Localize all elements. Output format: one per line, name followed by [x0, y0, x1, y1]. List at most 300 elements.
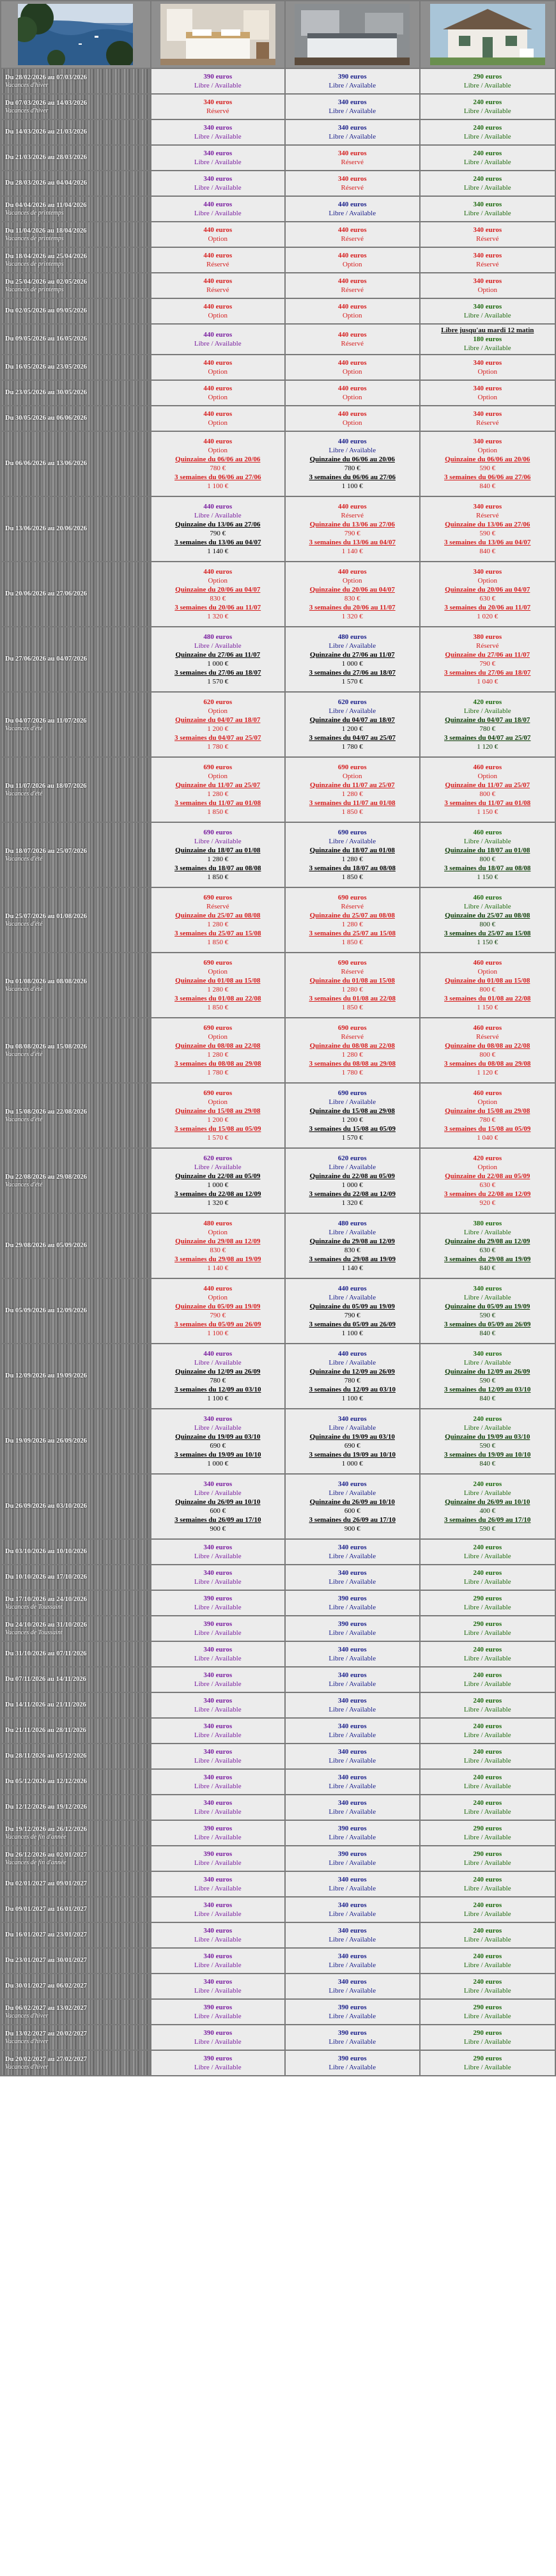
- offer-link[interactable]: 3 semaines du 26/09 au 17/10: [309, 1516, 396, 1524]
- offer-link[interactable]: 3 semaines du 13/06 au 04/07: [309, 539, 396, 546]
- availability-cell[interactable]: [421, 146, 555, 170]
- availability-cell[interactable]: [286, 2025, 419, 2050]
- table-row: [1, 1744, 555, 1768]
- offer-link[interactable]: Quinzaine du 25/07 au 08/08: [309, 912, 395, 919]
- availability-cell[interactable]: [151, 1591, 284, 1615]
- availability-cell[interactable]: [421, 2025, 555, 2050]
- header-photo-bedroom-1[interactable]: [151, 1, 284, 68]
- offer-link[interactable]: 3 semaines du 19/09 au 10/10: [444, 1451, 531, 1459]
- availability-cell[interactable]: [286, 355, 419, 379]
- offer-link[interactable]: 3 semaines du 29/08 au 19/09: [174, 1255, 261, 1263]
- offer-link[interactable]: 3 semaines du 06/06 au 27/06: [174, 473, 261, 481]
- availability-cell[interactable]: [151, 299, 284, 323]
- availability-cell[interactable]: [421, 1642, 555, 1666]
- offer-link[interactable]: 3 semaines du 01/08 au 22/08: [174, 995, 261, 1002]
- availability-cell[interactable]: [421, 1872, 555, 1896]
- availability-cell[interactable]: [286, 1344, 419, 1408]
- availability-cell[interactable]: [421, 248, 555, 272]
- availability-cell[interactable]: [286, 1846, 419, 1871]
- availability-cell[interactable]: [421, 299, 555, 323]
- offer-link[interactable]: 3 semaines du 15/08 au 05/09: [309, 1125, 396, 1133]
- offer-link[interactable]: 3 semaines du 11/07 au 01/08: [444, 799, 531, 807]
- status-label: Libre / Available: [463, 1808, 511, 1816]
- availability-cell[interactable]: [421, 381, 555, 405]
- header-photo-sea-view[interactable]: [1, 1, 150, 68]
- offer-link[interactable]: 3 semaines du 01/08 au 22/08: [309, 995, 396, 1002]
- offer-link[interactable]: Quinzaine du 08/08 au 22/08: [175, 1042, 261, 1050]
- availability-cell[interactable]: [286, 1279, 419, 1343]
- offer-link[interactable]: Quinzaine du 11/07 au 25/07: [445, 781, 530, 789]
- availability-cell[interactable]: [421, 1923, 555, 1947]
- offer-link[interactable]: 3 semaines du 25/07 au 15/08: [174, 930, 261, 937]
- availability-cell[interactable]: [421, 1770, 555, 1794]
- offer-link[interactable]: Quinzaine du 20/06 au 04/07: [445, 586, 530, 594]
- offer-link[interactable]: Quinzaine du 12/09 au 26/09: [445, 1368, 530, 1376]
- price-label: 440 euros: [203, 568, 233, 576]
- availability-cell[interactable]: [151, 1084, 284, 1147]
- offer-link[interactable]: 3 semaines du 29/08 au 19/09: [444, 1255, 531, 1263]
- availability-cell[interactable]: [286, 1565, 419, 1590]
- availability-cell[interactable]: [151, 381, 284, 405]
- availability-cell[interactable]: [286, 432, 419, 496]
- offer-link[interactable]: Quinzaine du 25/07 au 08/08: [445, 912, 530, 919]
- offer-link[interactable]: 3 semaines du 08/08 au 29/08: [309, 1060, 396, 1068]
- availability-cell[interactable]: [421, 355, 555, 379]
- availability-cell[interactable]: [421, 1846, 555, 1871]
- offer-link[interactable]: Quinzaine du 01/08 au 15/08: [175, 977, 261, 985]
- offer-link[interactable]: Quinzaine du 13/06 au 27/06: [445, 521, 530, 528]
- offer-link[interactable]: Quinzaine du 26/09 au 10/10: [175, 1498, 261, 1506]
- table-row: [1, 2051, 555, 2075]
- availability-cell[interactable]: [286, 1949, 419, 1973]
- table-row: [1, 69, 555, 93]
- availability-cell[interactable]: [151, 1770, 284, 1794]
- availability-cell[interactable]: [421, 1591, 555, 1615]
- availability-cell[interactable]: [151, 1923, 284, 1947]
- offer-link[interactable]: Quinzaine du 29/08 au 12/09: [309, 1238, 395, 1245]
- price-label: 390 euros: [203, 1825, 233, 1832]
- price-label: 340 euros: [473, 303, 502, 310]
- price-label: 340 euros: [203, 1671, 233, 1679]
- availability-cell[interactable]: [421, 273, 555, 298]
- availability-cell[interactable]: [286, 627, 419, 691]
- availability-cell[interactable]: [286, 2000, 419, 2024]
- offer-link[interactable]: 3 semaines du 26/09 au 17/10: [444, 1516, 531, 1524]
- offer-link[interactable]: Quinzaine du 04/07 au 18/07: [445, 716, 530, 724]
- availability-cell[interactable]: [151, 1540, 284, 1564]
- availability-cell[interactable]: [151, 1846, 284, 1871]
- availability-cell[interactable]: [286, 1795, 419, 1820]
- offer-link[interactable]: Quinzaine du 19/09 au 03/10: [445, 1433, 530, 1441]
- price-label: 440 euros: [337, 503, 367, 510]
- availability-cell[interactable]: [421, 197, 555, 221]
- offer-link[interactable]: 3 semaines du 05/09 au 26/09: [444, 1321, 531, 1328]
- offer-link[interactable]: 3 semaines du 06/06 au 27/06: [444, 473, 531, 481]
- availability-cell[interactable]: [151, 1949, 284, 1973]
- availability-cell[interactable]: [151, 562, 284, 626]
- week-date-label: Du 14/03/2026 au 21/03/2026: [5, 128, 88, 135]
- availability-cell[interactable]: [421, 758, 555, 822]
- offer-link[interactable]: 3 semaines du 15/08 au 05/09: [444, 1125, 531, 1133]
- availability-cell[interactable]: [151, 1616, 284, 1641]
- availability-cell[interactable]: [286, 1409, 419, 1473]
- availability-cell[interactable]: [151, 325, 284, 354]
- availability-cell[interactable]: [286, 823, 419, 887]
- availability-cell[interactable]: [286, 1616, 419, 1641]
- availability-cell[interactable]: [151, 1744, 284, 1768]
- header-photo-house-exterior[interactable]: [421, 1, 555, 68]
- availability-cell[interactable]: [151, 1475, 284, 1538]
- offer-link[interactable]: 3 semaines du 11/07 au 01/08: [309, 799, 396, 807]
- offer-link[interactable]: 3 semaines du 18/07 au 08/08: [444, 864, 531, 872]
- availability-cell[interactable]: [421, 1795, 555, 1820]
- availability-cell[interactable]: [286, 1770, 419, 1794]
- offer-link[interactable]: Quinzaine du 12/09 au 26/09: [309, 1368, 395, 1376]
- offer-price: 1 280 €: [341, 986, 363, 993]
- offer-link[interactable]: 3 semaines du 12/09 au 03/10: [174, 1386, 261, 1393]
- price-label: 390 euros: [337, 1850, 367, 1858]
- availability-cell[interactable]: [151, 432, 284, 496]
- price-label: 480 euros: [337, 633, 367, 641]
- offer-link[interactable]: Quinzaine du 22/08 au 05/09: [309, 1172, 395, 1180]
- offer-link[interactable]: Quinzaine du 05/09 au 19/09: [445, 1303, 530, 1310]
- availability-cell[interactable]: [151, 953, 284, 1017]
- availability-cell[interactable]: [421, 1540, 555, 1564]
- availability-cell[interactable]: [151, 69, 284, 93]
- table-row: [1, 1149, 555, 1213]
- offer-link[interactable]: 3 semaines du 06/06 au 27/06: [309, 473, 396, 481]
- offer-link[interactable]: 3 semaines du 05/09 au 26/09: [309, 1321, 396, 1328]
- week-date-cell: [1, 197, 150, 221]
- availability-cell[interactable]: [151, 823, 284, 887]
- offer-link[interactable]: 3 semaines du 13/06 au 04/07: [174, 539, 261, 546]
- availability-cell[interactable]: [286, 1214, 419, 1278]
- offer-link[interactable]: Quinzaine du 20/06 au 04/07: [175, 586, 261, 594]
- offer-link[interactable]: 3 semaines du 19/09 au 10/10: [309, 1451, 396, 1459]
- availability-cell[interactable]: [286, 1018, 419, 1082]
- price-label: 390 euros: [203, 1595, 233, 1602]
- offer-link[interactable]: Quinzaine du 25/07 au 08/08: [175, 912, 261, 919]
- availability-cell[interactable]: [421, 1949, 555, 1973]
- offer-link[interactable]: Quinzaine du 19/09 au 03/10: [309, 1433, 395, 1441]
- availability-cell[interactable]: [421, 1744, 555, 1768]
- offer-link[interactable]: Quinzaine du 08/08 au 22/08: [445, 1042, 530, 1050]
- status-label: Option: [208, 419, 228, 427]
- availability-cell[interactable]: [286, 497, 419, 561]
- availability-cell[interactable]: [286, 953, 419, 1017]
- availability-cell[interactable]: [286, 69, 419, 93]
- offer-link[interactable]: 3 semaines du 04/07 au 25/07: [444, 734, 531, 742]
- availability-cell[interactable]: [421, 1897, 555, 1922]
- availability-cell[interactable]: [151, 888, 284, 952]
- offer-link[interactable]: 3 semaines du 27/06 au 18/07: [444, 669, 531, 677]
- offer-link[interactable]: Quinzaine du 15/08 au 29/08: [445, 1107, 530, 1115]
- offer-price: 1 280 €: [341, 790, 363, 798]
- availability-cell[interactable]: [421, 2051, 555, 2075]
- availability-cell[interactable]: [421, 888, 555, 952]
- availability-cell[interactable]: [151, 497, 284, 561]
- offer-link[interactable]: 3 semaines du 18/07 au 08/08: [174, 864, 261, 872]
- offer-link[interactable]: 3 semaines du 20/06 au 11/07: [444, 604, 531, 611]
- offer-link[interactable]: Quinzaine du 06/06 au 20/06: [175, 456, 261, 463]
- table-row: [1, 1949, 555, 1973]
- offer-link[interactable]: Quinzaine du 27/06 au 11/07: [309, 651, 395, 659]
- offer-link[interactable]: Quinzaine du 29/08 au 12/09: [445, 1238, 530, 1245]
- offer-link[interactable]: Quinzaine du 04/07 au 18/07: [175, 716, 261, 724]
- offer-link[interactable]: 3 semaines du 27/06 au 18/07: [309, 669, 396, 677]
- availability-cell[interactable]: [421, 693, 555, 756]
- availability-cell[interactable]: [151, 171, 284, 195]
- availability-cell[interactable]: [421, 222, 555, 247]
- status-label: Libre / Available: [328, 1424, 376, 1432]
- offer-link[interactable]: Quinzaine du 18/07 au 01/08: [309, 847, 395, 854]
- availability-cell[interactable]: [151, 1409, 284, 1473]
- availability-cell[interactable]: [286, 222, 419, 247]
- availability-cell[interactable]: [151, 197, 284, 221]
- availability-cell[interactable]: [286, 1974, 419, 1998]
- availability-cell[interactable]: [286, 1719, 419, 1743]
- availability-cell[interactable]: [151, 1872, 284, 1896]
- availability-cell[interactable]: [286, 1475, 419, 1538]
- availability-cell[interactable]: [421, 69, 555, 93]
- offer-link[interactable]: 3 semaines du 20/06 au 11/07: [309, 604, 396, 611]
- offer-link[interactable]: Quinzaine du 12/09 au 26/09: [175, 1368, 261, 1376]
- offer-link[interactable]: 3 semaines du 08/08 au 29/08: [174, 1060, 261, 1068]
- offer-link[interactable]: Quinzaine du 26/09 au 10/10: [309, 1498, 395, 1506]
- week-date-cell: [1, 1770, 150, 1794]
- availability-cell[interactable]: [286, 1821, 419, 1845]
- availability-cell[interactable]: [286, 1149, 419, 1213]
- availability-cell[interactable]: [421, 1018, 555, 1082]
- price-label: 340 euros: [337, 1480, 367, 1488]
- offer-link[interactable]: Quinzaine du 06/06 au 20/06: [445, 456, 530, 463]
- availability-cell[interactable]: [151, 2025, 284, 2050]
- availability-cell[interactable]: [421, 1667, 555, 1692]
- offer-link[interactable]: 3 semaines du 22/08 au 12/09: [174, 1190, 261, 1198]
- availability-cell[interactable]: [286, 381, 419, 405]
- week-date-label: Du 23/01/2027 au 30/01/2027: [5, 1957, 88, 1964]
- availability-cell[interactable]: [286, 693, 419, 756]
- offer-link[interactable]: Quinzaine du 06/06 au 20/06: [309, 456, 395, 463]
- offer-link[interactable]: Quinzaine du 19/09 au 03/10: [175, 1433, 261, 1441]
- offer-link[interactable]: Quinzaine du 29/08 au 12/09: [175, 1238, 261, 1245]
- availability-cell[interactable]: [151, 95, 284, 119]
- availability-cell[interactable]: [151, 758, 284, 822]
- availability-cell[interactable]: [286, 758, 419, 822]
- availability-cell[interactable]: [421, 1616, 555, 1641]
- price-label: 440 euros: [337, 331, 367, 339]
- availability-cell[interactable]: [151, 1565, 284, 1590]
- availability-cell[interactable]: [421, 120, 555, 144]
- offer-link[interactable]: Quinzaine du 11/07 au 25/07: [309, 781, 395, 789]
- availability-cell[interactable]: [286, 1744, 419, 1768]
- offer-link[interactable]: Quinzaine du 13/06 au 27/06: [175, 521, 261, 528]
- availability-cell[interactable]: [421, 406, 555, 431]
- availability-cell[interactable]: [151, 1897, 284, 1922]
- availability-cell[interactable]: [286, 1897, 419, 1922]
- availability-cell[interactable]: [286, 146, 419, 170]
- offer-link[interactable]: 3 semaines du 12/09 au 03/10: [444, 1386, 531, 1393]
- offer-link[interactable]: 3 semaines du 27/06 au 18/07: [174, 669, 261, 677]
- availability-cell[interactable]: [421, 1149, 555, 1213]
- status-label: 180 euros: [473, 335, 502, 343]
- offer-link[interactable]: Quinzaine du 18/07 au 01/08: [175, 847, 261, 854]
- availability-cell[interactable]: [421, 1344, 555, 1408]
- availability-cell[interactable]: [421, 1214, 555, 1278]
- availability-cell[interactable]: [286, 562, 419, 626]
- availability-cell[interactable]: [286, 273, 419, 298]
- offer-link[interactable]: 3 semaines du 26/09 au 17/10: [174, 1516, 261, 1524]
- availability-cell[interactable]: [151, 146, 284, 170]
- availability-cell[interactable]: [286, 1591, 419, 1615]
- status-label: Option: [208, 1294, 228, 1301]
- availability-cell[interactable]: [151, 1642, 284, 1666]
- availability-cell[interactable]: [421, 497, 555, 561]
- price-label: 390 euros: [337, 1825, 367, 1832]
- offer-link[interactable]: 3 semaines du 01/08 au 22/08: [444, 995, 531, 1002]
- offer-link[interactable]: Quinzaine du 15/08 au 29/08: [309, 1107, 395, 1115]
- availability-cell[interactable]: [286, 95, 419, 119]
- offer-link[interactable]: 3 semaines du 19/09 au 10/10: [174, 1451, 261, 1459]
- availability-cell[interactable]: [286, 299, 419, 323]
- offer-link[interactable]: 3 semaines du 25/07 au 15/08: [309, 930, 396, 937]
- availability-cell[interactable]: [151, 1719, 284, 1743]
- availability-cell[interactable]: [286, 1872, 419, 1896]
- offer-price: 1 850 €: [207, 939, 229, 946]
- availability-cell[interactable]: [151, 222, 284, 247]
- availability-cell[interactable]: [286, 1084, 419, 1147]
- availability-cell[interactable]: [286, 248, 419, 272]
- offer-link[interactable]: Quinzaine du 01/08 au 15/08: [445, 977, 530, 985]
- availability-cell[interactable]: [151, 627, 284, 691]
- status-label: Libre / Available: [194, 1885, 242, 1892]
- availability-cell[interactable]: [421, 1409, 555, 1473]
- offer-link[interactable]: Quinzaine du 15/08 au 29/08: [175, 1107, 261, 1115]
- availability-cell[interactable]: [151, 273, 284, 298]
- status-label: Libre / Available: [194, 1757, 242, 1765]
- availability-cell[interactable]: [286, 1642, 419, 1666]
- availability-cell[interactable]: [151, 2000, 284, 2024]
- availability-cell[interactable]: [286, 888, 419, 952]
- availability-cell[interactable]: [421, 1279, 555, 1343]
- availability-cell[interactable]: [286, 325, 419, 354]
- availability-cell[interactable]: [151, 1974, 284, 1998]
- offer-link[interactable]: Quinzaine du 08/08 au 22/08: [309, 1042, 395, 1050]
- availability-cell[interactable]: [286, 197, 419, 221]
- availability-cell[interactable]: [421, 1693, 555, 1717]
- availability-cell[interactable]: [151, 120, 284, 144]
- availability-cell[interactable]: [286, 2051, 419, 2075]
- week-date-cell: [1, 273, 150, 298]
- price-label: 460 euros: [473, 1024, 502, 1032]
- offer-link[interactable]: 3 semaines du 05/09 au 26/09: [174, 1321, 261, 1328]
- availability-cell[interactable]: [151, 1214, 284, 1278]
- availability-cell[interactable]: [286, 1540, 419, 1564]
- availability-cell[interactable]: [286, 406, 419, 431]
- offer-link[interactable]: 3 semaines du 18/07 au 08/08: [309, 864, 396, 872]
- availability-cell[interactable]: [421, 432, 555, 496]
- offer-link[interactable]: Quinzaine du 13/06 au 27/06: [309, 521, 395, 528]
- week-date-label: Du 25/04/2026 au 02/05/2026: [5, 278, 88, 286]
- offer-link[interactable]: Quinzaine du 20/06 au 04/07: [309, 586, 395, 594]
- availability-cell[interactable]: [286, 1667, 419, 1692]
- availability-cell[interactable]: [421, 823, 555, 887]
- availability-cell[interactable]: [421, 1565, 555, 1590]
- availability-cell[interactable]: [151, 2051, 284, 2075]
- offer-link[interactable]: 3 semaines du 13/06 au 04/07: [444, 539, 531, 546]
- availability-cell[interactable]: [421, 325, 555, 354]
- availability-cell[interactable]: [151, 355, 284, 379]
- availability-cell[interactable]: [151, 1149, 284, 1213]
- availability-cell[interactable]: [421, 953, 555, 1017]
- availability-cell[interactable]: [421, 1974, 555, 1998]
- offer-link[interactable]: Quinzaine du 26/09 au 10/10: [445, 1498, 530, 1506]
- availability-cell[interactable]: [421, 95, 555, 119]
- offer-link[interactable]: 3 semaines du 22/08 au 12/09: [444, 1190, 531, 1198]
- status-label: Libre / Available: [463, 903, 511, 910]
- header-photo-bedroom-2[interactable]: [286, 1, 419, 68]
- availability-cell[interactable]: [421, 1821, 555, 1845]
- offer-link[interactable]: Quinzaine du 04/07 au 18/07: [309, 716, 395, 724]
- offer-link[interactable]: Quinzaine du 01/08 au 15/08: [309, 977, 395, 985]
- availability-cell[interactable]: [286, 1923, 419, 1947]
- availability-cell[interactable]: [151, 693, 284, 756]
- offer-link[interactable]: 3 semaines du 12/09 au 03/10: [309, 1386, 396, 1393]
- availability-cell[interactable]: [286, 120, 419, 144]
- availability-cell[interactable]: [151, 1821, 284, 1845]
- offer-link[interactable]: 3 semaines du 11/07 au 01/08: [174, 799, 261, 807]
- offer-link[interactable]: 3 semaines du 04/07 au 25/07: [309, 734, 396, 742]
- offer-link[interactable]: 3 semaines du 29/08 au 19/09: [309, 1255, 396, 1263]
- availability-cell[interactable]: [151, 1667, 284, 1692]
- availability-cell[interactable]: [151, 1795, 284, 1820]
- offer-link[interactable]: Quinzaine du 18/07 au 01/08: [445, 847, 530, 854]
- availability-cell[interactable]: [151, 248, 284, 272]
- offer-link[interactable]: 3 semaines du 15/08 au 05/09: [174, 1125, 261, 1133]
- offer-link[interactable]: Quinzaine du 27/06 au 11/07: [175, 651, 261, 659]
- offer-link[interactable]: Quinzaine du 22/08 au 05/09: [175, 1172, 261, 1180]
- availability-cell[interactable]: [421, 2000, 555, 2024]
- availability-cell[interactable]: [421, 627, 555, 691]
- offer-link[interactable]: 3 semaines du 22/08 au 12/09: [309, 1190, 396, 1198]
- status-label: Libre / Available: [328, 1229, 376, 1236]
- offer-link[interactable]: Quinzaine du 27/06 au 11/07: [445, 651, 530, 659]
- status-label: Réservé: [206, 107, 229, 115]
- availability-cell[interactable]: [151, 1018, 284, 1082]
- availability-cell[interactable]: [151, 1693, 284, 1717]
- availability-cell[interactable]: [286, 1693, 419, 1717]
- availability-cell[interactable]: [421, 171, 555, 195]
- offer-link[interactable]: Libre jusqu'au mardi 12 matin: [441, 326, 534, 334]
- holiday-label: Vacances d'hiver: [5, 107, 49, 114]
- offer-link[interactable]: 3 semaines du 20/06 au 11/07: [174, 604, 261, 611]
- availability-cell[interactable]: [151, 1344, 284, 1408]
- offer-link[interactable]: Quinzaine du 22/08 au 05/09: [445, 1172, 530, 1180]
- offer-link[interactable]: 3 semaines du 25/07 au 15/08: [444, 930, 531, 937]
- offer-link[interactable]: Quinzaine du 05/09 au 19/09: [309, 1303, 395, 1310]
- offer-link[interactable]: Quinzaine du 11/07 au 25/07: [175, 781, 261, 789]
- availability-cell[interactable]: [421, 1719, 555, 1743]
- availability-cell[interactable]: [421, 1084, 555, 1147]
- offer-link[interactable]: Quinzaine du 05/09 au 19/09: [175, 1303, 261, 1310]
- offer-link[interactable]: 3 semaines du 04/07 au 25/07: [174, 734, 261, 742]
- offer-link[interactable]: 3 semaines du 08/08 au 29/08: [444, 1060, 531, 1068]
- availability-cell[interactable]: [151, 1279, 284, 1343]
- availability-cell[interactable]: [151, 406, 284, 431]
- availability-cell[interactable]: [286, 171, 419, 195]
- availability-cell[interactable]: [421, 562, 555, 626]
- availability-cell[interactable]: [421, 1475, 555, 1538]
